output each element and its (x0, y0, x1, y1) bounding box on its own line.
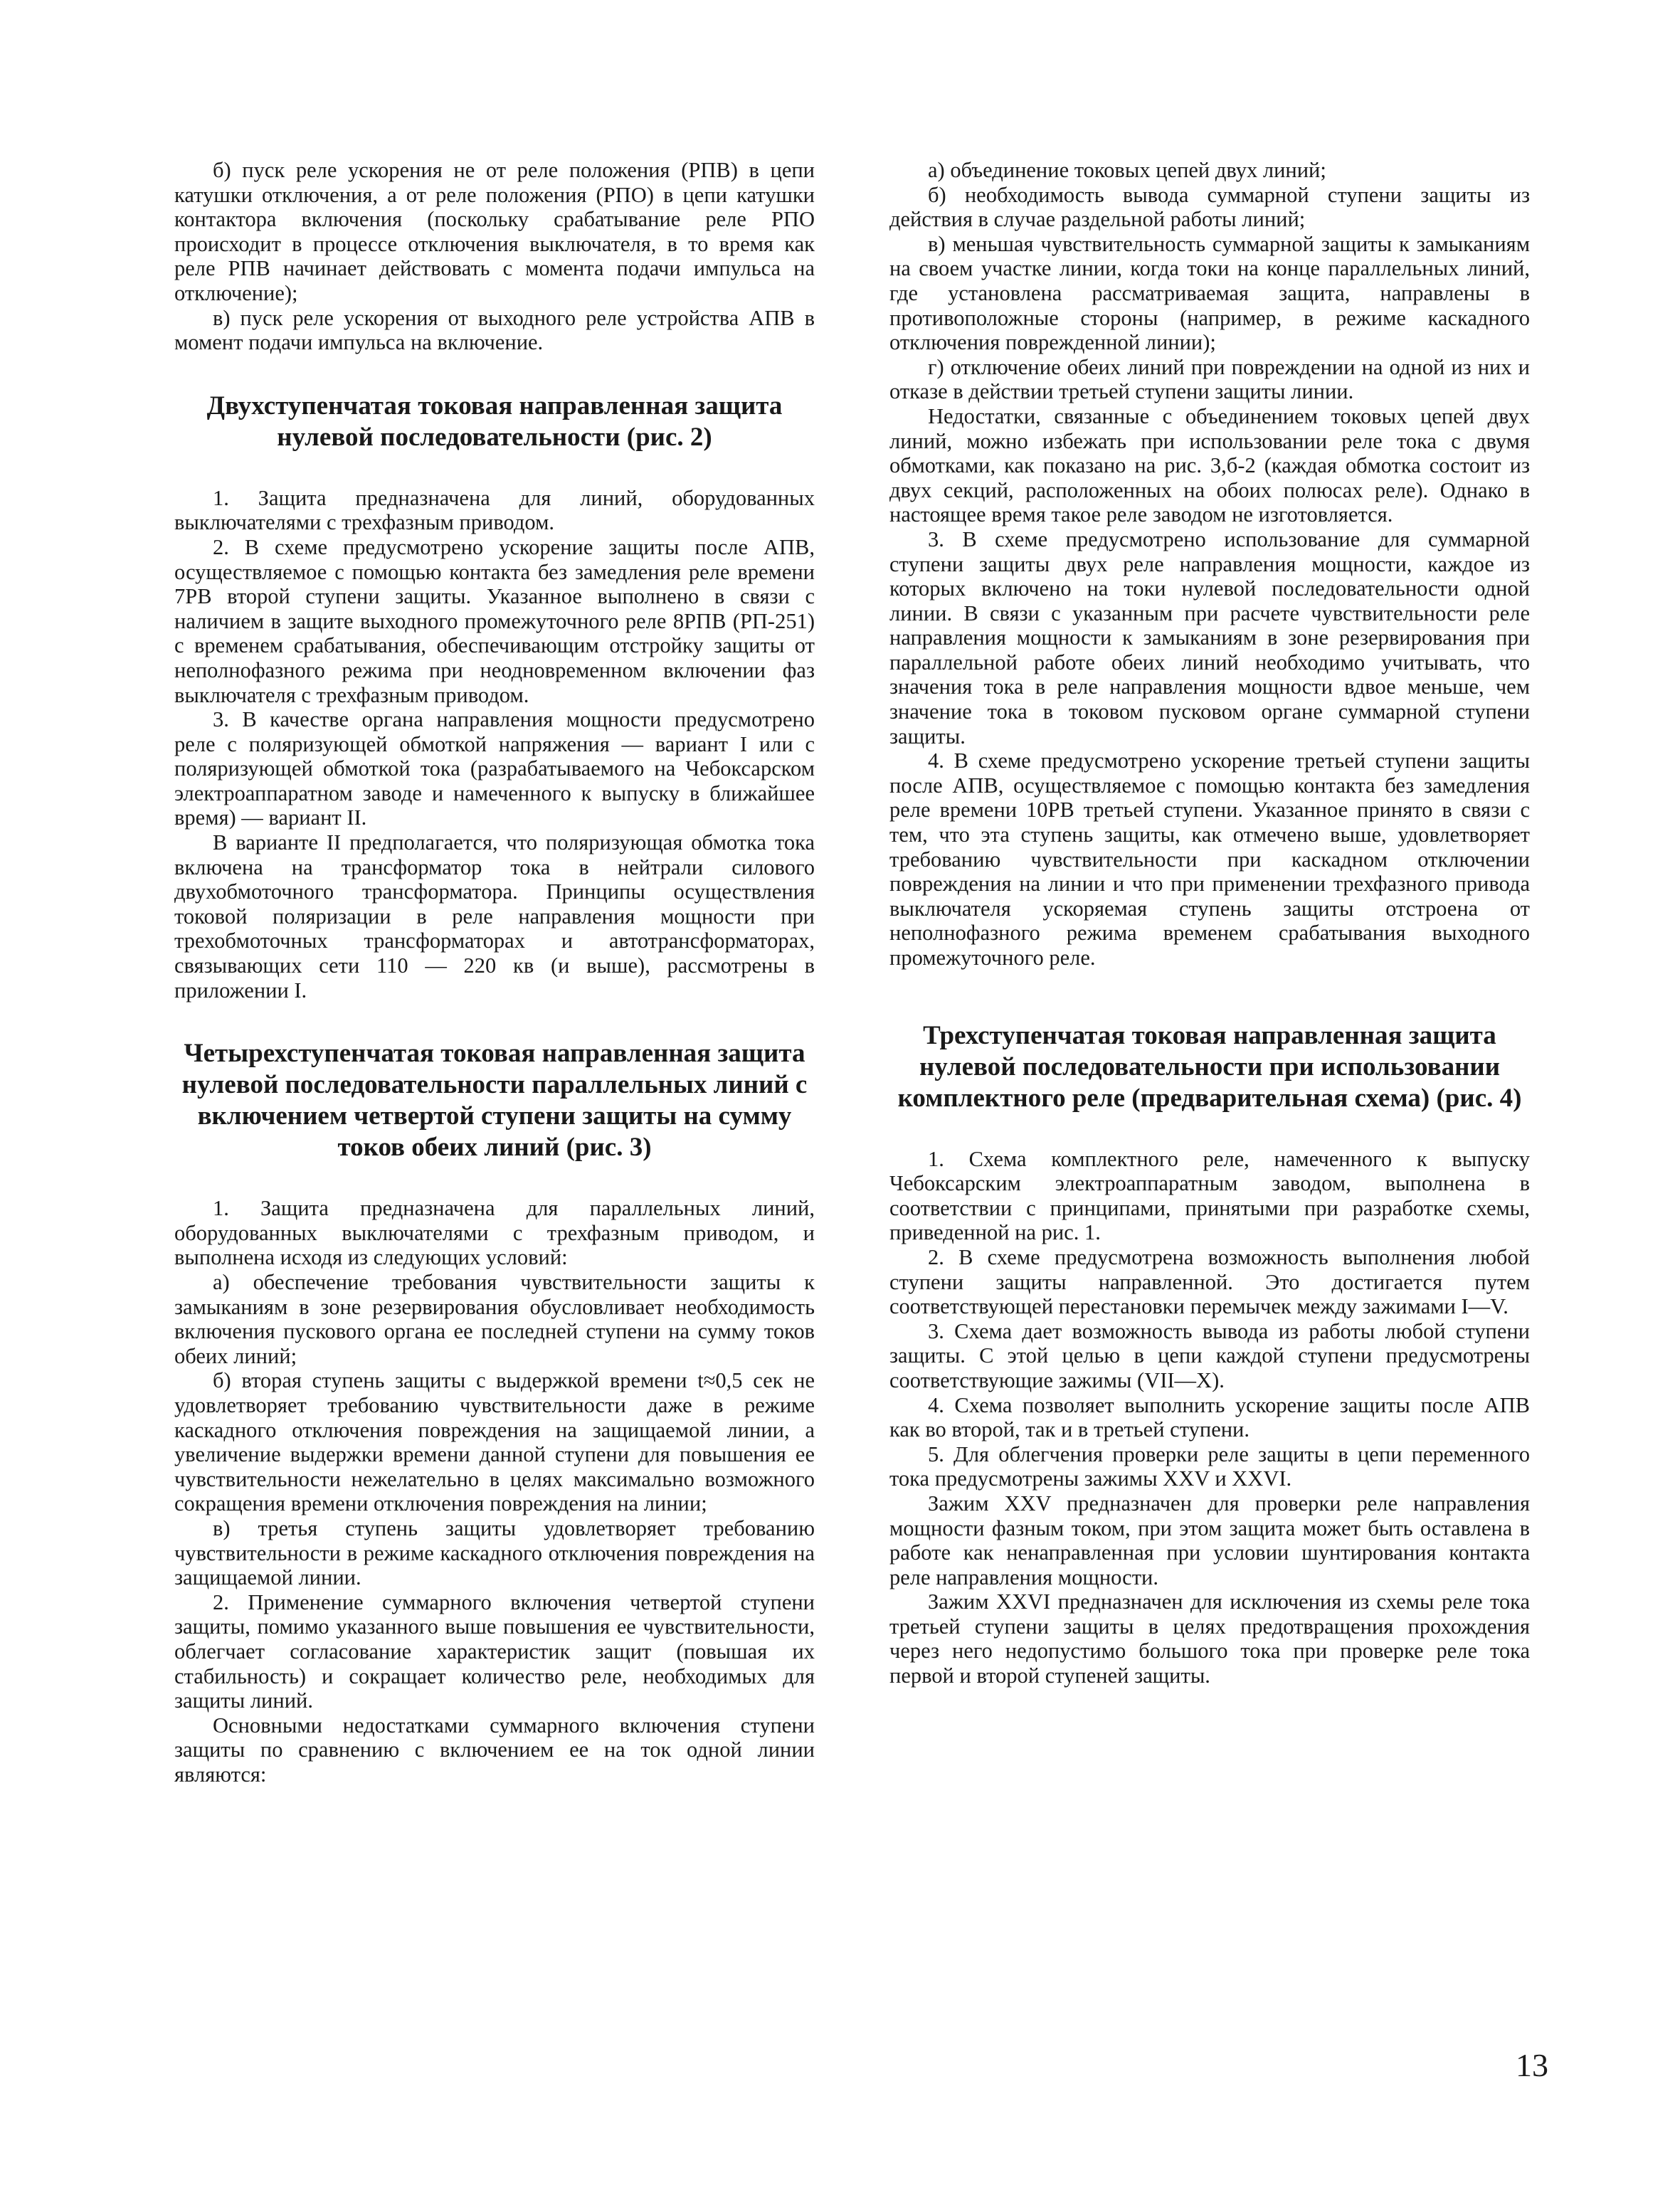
paragraph: 2. Применение суммарного включения четвертой ступени защиты, помимо указанного выше повышения ее чувствительности, облегчает согласование характеристик защит (повышая их стабильность) и сокращает количество реле, необходимых для защиты линий. (174, 1589, 815, 1713)
list-item: б) вторая ступень защиты с выдержкой времени t≈0,5 сек не удовлетворяет требованию чувствительности даже в режиме каскадного отключения повреждения на защищаемой линии, а увеличение выдержки времени данной ступени для повышения ее чувствительности нежелательно в целях максимально возможного сокращения времени отключения повреждения на линии; (174, 1368, 815, 1516)
section-heading-two-stage: Двухступенчатая токовая направленная защита нулевой последовательности (рис. 2) (206, 391, 783, 452)
paragraph: 1. Схема комплектного реле, намеченного к выпуску Чебоксарским электроаппаратным заводом, выполнена в соответствии с принципами, принятыми при разработке схемы, приведенной на рис. 1. (889, 1146, 1530, 1245)
list-item: а) обеспечение требования чувствительности защиты к замыканиям в зоне резервирования обусловливает необходимость включения пускового органа ее последней ступени на сумму токов обеих линий; (174, 1270, 815, 1368)
list-item: а) объединение токовых цепей двух линий; (928, 158, 1326, 182)
paragraph: Основными недостатками суммарного включения ступени защиты по сравнению с включением ее на ток одной линии являются: (174, 1713, 815, 1787)
paragraph: Зажим XXVI предназначен для исключения из схемы реле тока третьей ступени защиты в целях предотвращения прохождения через него недопустимо большого тока при проверке реле тока первой и второй ступеней защиты. (889, 1589, 1530, 1688)
right-column (889, 158, 1530, 1688)
paragraph: 5. Для облегчения проверки реле защиты в цепи переменного тока предусмотрены зажимы XXV и XXVI. (889, 1441, 1530, 1491)
paragraph: 4. В схеме предусмотрено ускорение третьей ступени защиты после АПВ, осуществляемое с помощью контакта без замедления реле времени 10РВ третьей ступени. Указанное принято в связи с тем, что эта ступень защиты, как отмечено выше, удовлетворяет требованию чувствительности при каскадном отключении повреждения на линии и что при применении трехфазного привода выключателя ускоряемая ступень защиты отстроена от неполнофазного режима временем срабатывания выходного промежуточного реле. (889, 748, 1530, 970)
paragraph: 1. Защита предназначена для параллельных линий, оборудованных выключателями с трехфазным приводом, и выполнена исходя из следующих условий: (174, 1196, 815, 1270)
paragraph: 3. В схеме предусмотрено использование для суммарной ступени защиты двух реле направления мощности, каждое из которых включено на токи нулевой последовательности одной линии. В связи с указанным при расчете чувствительности реле направления мощности к замыканиям в зоне резервирования при параллельной работе обеих линий необходимо учитывать, что значения тока в реле направления мощности вдвое меньше, чем значение тока в токовом пусковом органе суммарной ступени защиты. (889, 527, 1530, 748)
paragraph: 3. В качестве органа направления мощности предусмотрено реле с поляризующей обмоткой напряжения — вариант I или с поляризующей обмоткой тока (разрабатываемого на Чебоксарском электроаппаратном заводе и намеченного к выпуску в ближайшее время) — вариант II. (174, 707, 815, 830)
list-item: в) меньшая чувствительность суммарной защиты к замыканиям на своем участке линии, когда токи на конце параллельных линий, где установлена рассматриваемая защита, направлены в противоположные стороны (например, в режиме каскадного отключения поврежденной линии); (889, 231, 1530, 355)
section-heading-complete-relay: Трехступенчатая токовая направленная защита нулевой последовательности при использовании комплектного реле (предварительная схема) (рис. 4) (897, 1020, 1522, 1113)
paragraph: 3. Схема дает возможность вывода из работы любой ступени защиты. С этой целью в цепи каждой ступени предусмотрены соответствующие зажимы (VII—X). (889, 1318, 1530, 1392)
paragraph: Недостатки, связанные с объединением токовых цепей двух линий, можно избежать при использовании реле тока с двумя обмотками, как показано на рис. 3,б-2 (каждая обмотка состоит из двух секций, расположенных на обоих полюсах реле). Однако в настоящее время такое реле заводом не изготовляется. (889, 403, 1530, 527)
paragraph: 2. В схеме предусмотрено ускорение защиты после АПВ, осуществляемое с помощью контакта без замедления реле времени 7РВ второй ступени защиты. Указанное выполнено в связи с наличием в защите выходного промежуточного реле 8РПВ (РП-251) с временем срабатывания, обеспечивающим отстройку защиты от неполнофазного режима при неодновременном включении фаз выключателя с трехфазным приводом. (174, 534, 815, 707)
paragraph: В варианте II предполагается, что поляризующая обмотка тока включена на трансформатор тока в нейтрали силового двухобмоточного трансформатора. Принципы осуществления токовой поляризации в реле направления мощности при трехобмоточных трансформаторах и автотрансформаторах, связывающих сети 110 — 220 кв (и выше), рассмотрены в приложении I. (174, 830, 815, 1002)
list-item: в) третья ступень защиты удовлетворяет требованию чувствительности в режиме каскадного отключения повреждения на защищаемой линии. (174, 1515, 815, 1590)
paragraph: 2. В схеме предусмотрена возможность выполнения любой ступени защиты направленной. Это достигается путем соответствующей перестановки перемычек между зажимами I—V. (889, 1244, 1530, 1319)
page-number: 13 (1516, 2047, 1548, 2083)
paragraph: 1. Защита предназначена для линий, оборудованных выключателями с трехфазным приводом. (174, 485, 815, 535)
intro-item-v: в) пуск реле ускорения от выходного реле устройства АПВ в момент подачи импульса на включение. (174, 305, 815, 355)
paragraph: Зажим XXV предназначен для проверки реле направления мощности фазным током, при этом защита может быть оставлена в работе как ненаправленная при условии шунтирования контакта реле направления мощности. (889, 1491, 1530, 1589)
intro-item-b: б) пуск реле ускорения не от реле положения (РПВ) в цепи катушки отключения, а от реле положения (РПО) в цепи катушки контактора включения (поскольку срабатывание реле РПО происходит в процессе отключения выключателя, в то время как реле РПВ начинает действовать с момента подачи импульса на отключение); (174, 158, 815, 305)
list-item: г) отключение обеих линий при повреждении на одной из них и отказе в действии третьей ступени защиты линии. (889, 354, 1530, 404)
section-heading-four-stage: Четырехступенчатая токовая направленная защита нулевой последовательности параллельных линий с включением четвертой ступени защиты на сумму токов обеих линий (рис. 3) (181, 1039, 808, 1163)
paragraph: 4. Схема позволяет выполнить ускорение защиты после АПВ как во второй, так и в третьей ступени. (889, 1392, 1530, 1442)
left-column (174, 158, 815, 1787)
list-item: б) необходимость вывода суммарной ступени защиты из действия в случае раздельной работы линий; (889, 182, 1530, 232)
